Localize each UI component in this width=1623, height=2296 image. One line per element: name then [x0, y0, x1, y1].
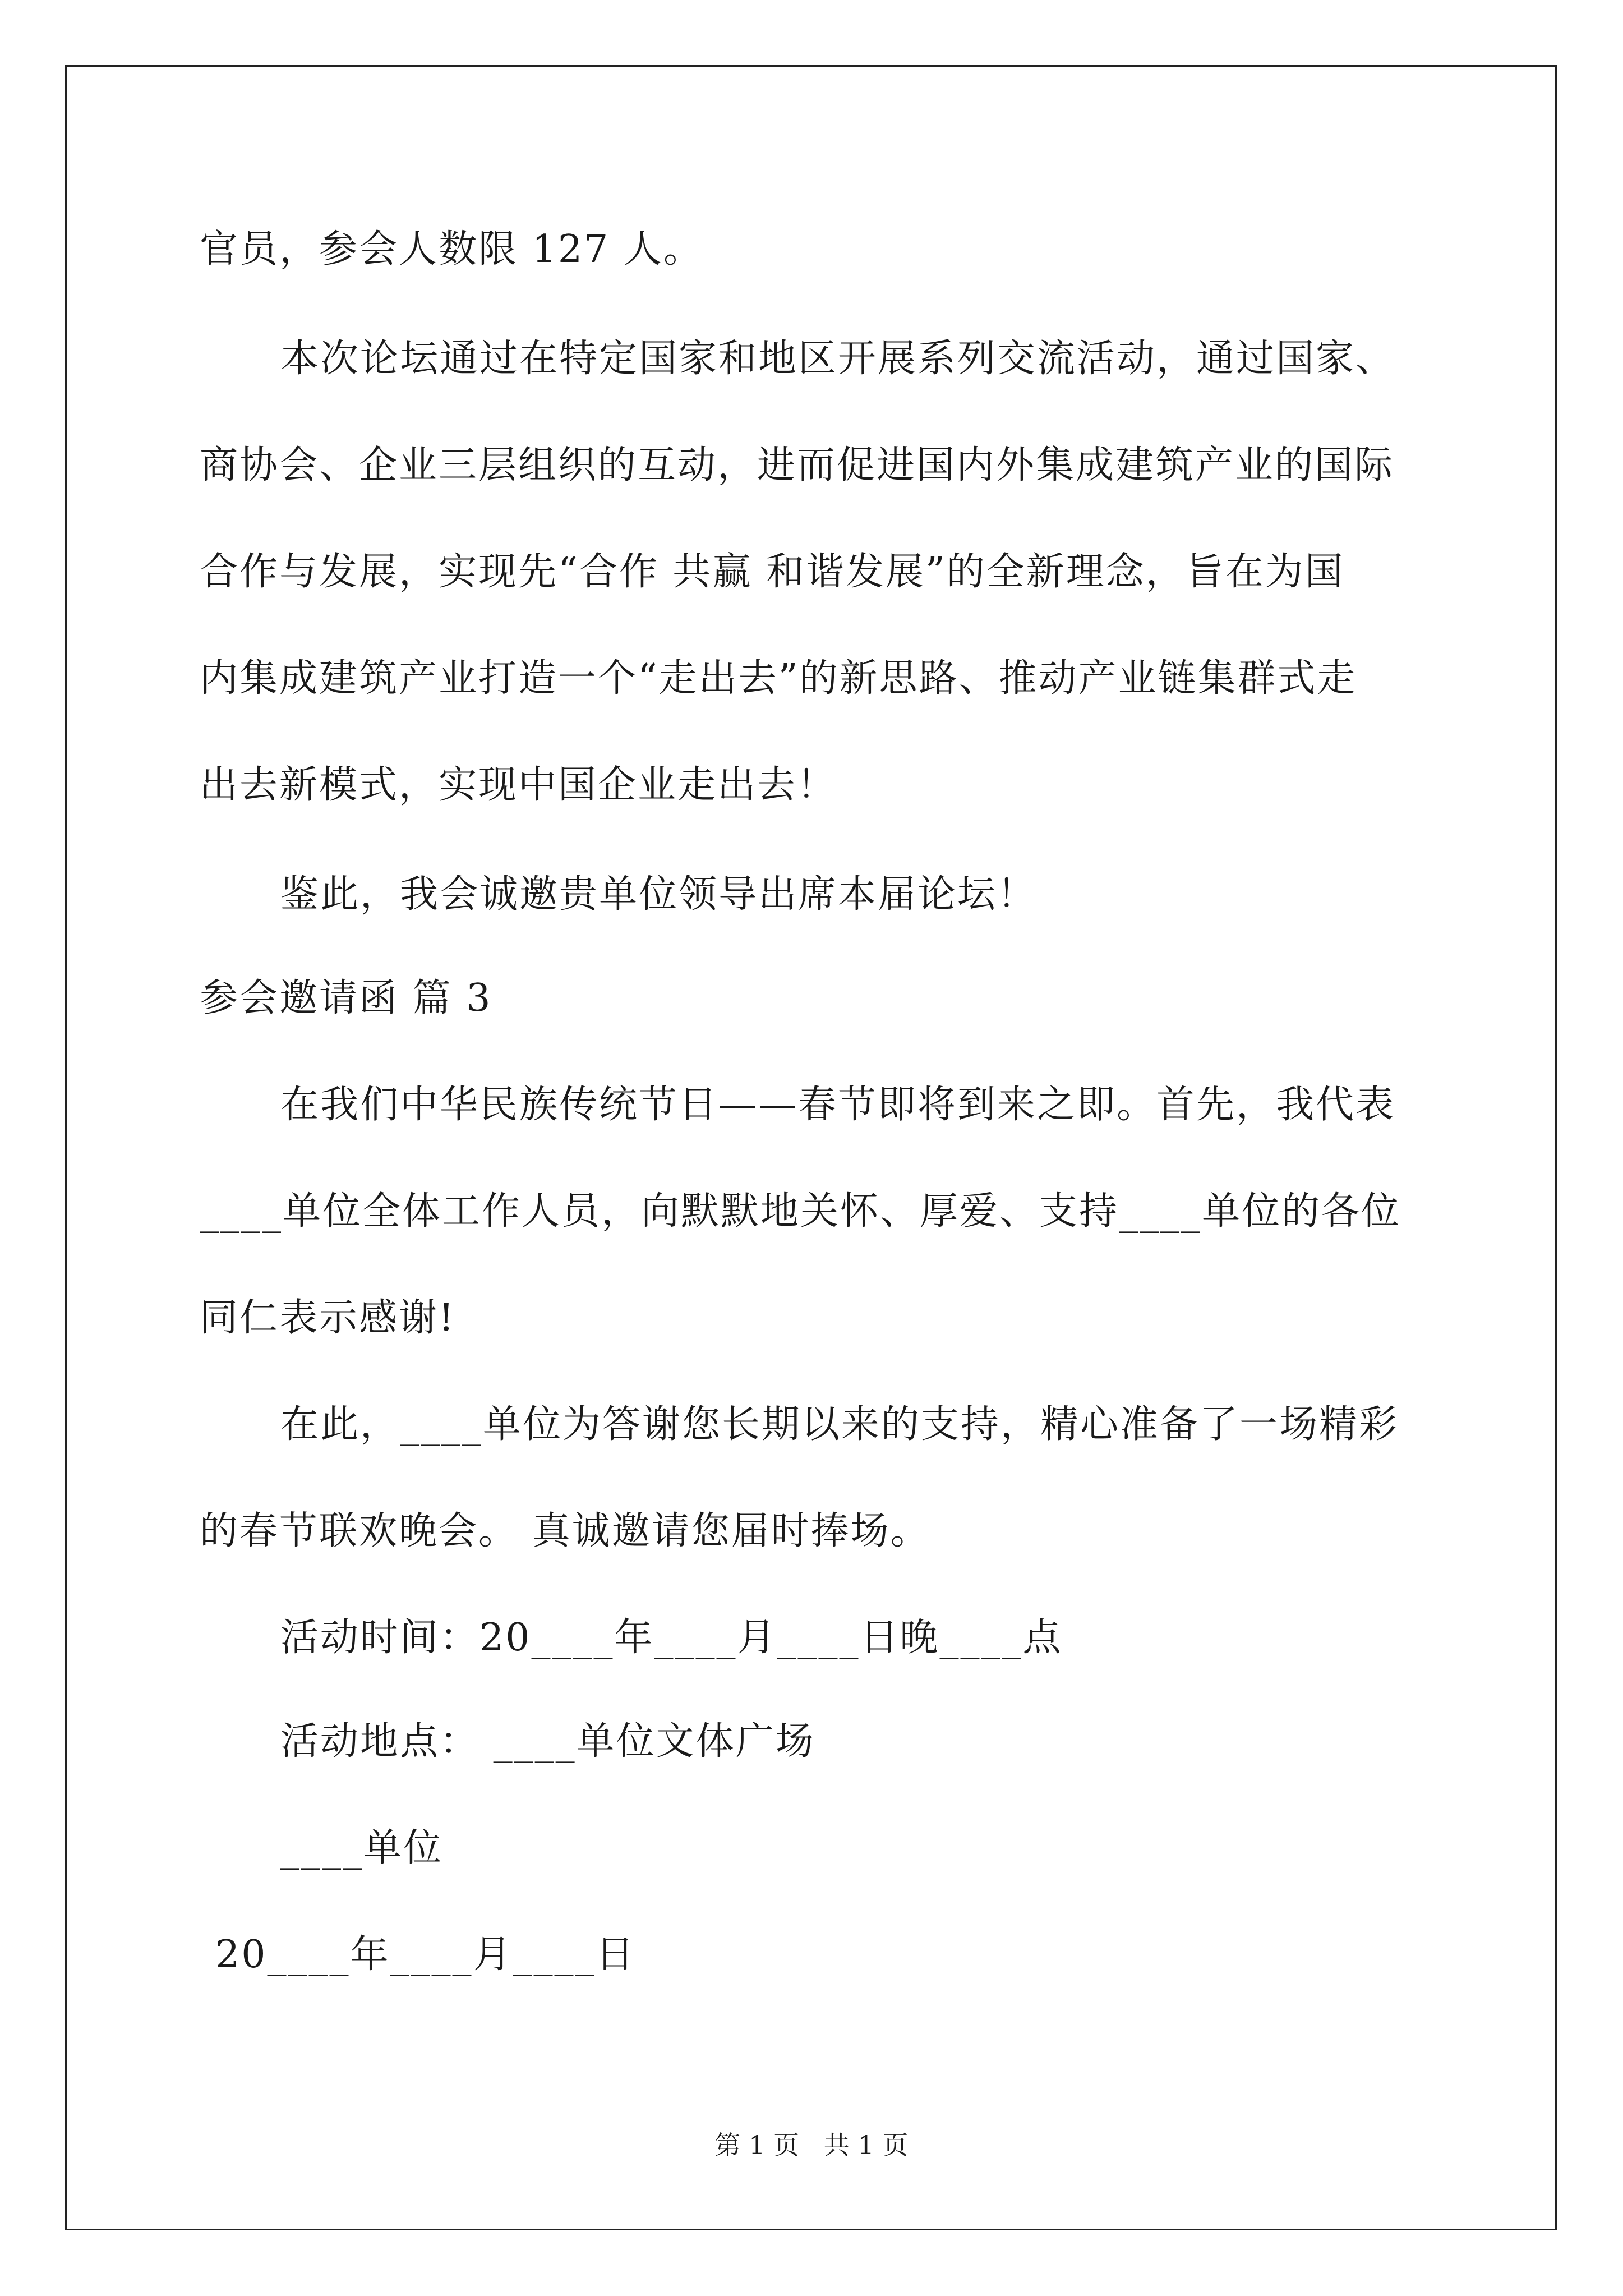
page-number-footer: 第 1 页 共 1 页 — [714, 2130, 909, 2160]
paragraph-party-invite: 在此，____单位为答谢您长期以来的支持，精心准备了一场精彩 — [280, 1402, 1399, 1447]
section-heading: 参会邀请函 篇 3 — [200, 976, 492, 1020]
event-location: 活动地点： ____单位文体广场 — [280, 1719, 815, 1764]
text-line-5: 内集成建筑产业打造一个“走出去”的新思路、推动产业链集群式走 — [200, 656, 1357, 701]
signature-date: 20____年____月____日 — [215, 1932, 636, 1977]
text-line-6: 出去新模式，实现中国企业走出去！ — [200, 763, 837, 807]
paragraph-invitation-closing: 鉴此，我会诚邀贵单位领导出席本届论坛！ — [280, 872, 1038, 917]
text-line-1: 官员，参会人数限 127 人。 — [200, 227, 704, 272]
text-line-11: 同仁表示感谢! — [200, 1296, 456, 1340]
text-line-10: ____单位全体工作人员，向默默地关怀、厚爱、支持____单位的各位 — [200, 1189, 1401, 1234]
text-line-3: 商协会、企业三层组织的互动，进而促进国内外集成建筑产业的国际 — [200, 443, 1395, 487]
event-time: 活动时间：20____年____月____日晚____点 — [280, 1616, 1063, 1660]
paragraph-forum-intro: 本次论坛通过在特定国家和地区开展系列交流活动，通过国家、 — [280, 337, 1396, 381]
text-line-13: 的春节联欢晚会。 真诚邀请您届时捧场。 — [200, 1509, 930, 1553]
paragraph-spring-festival: 在我们中华民族传统节日——春节即将到来之即。首先，我代表 — [280, 1083, 1396, 1127]
text-line-4: 合作与发展，实现先“合作 共赢 和谐发展”的全新理念，旨在为国 — [200, 550, 1345, 594]
signature-unit: ____单位 — [280, 1826, 444, 1870]
page-border — [65, 65, 1557, 2230]
